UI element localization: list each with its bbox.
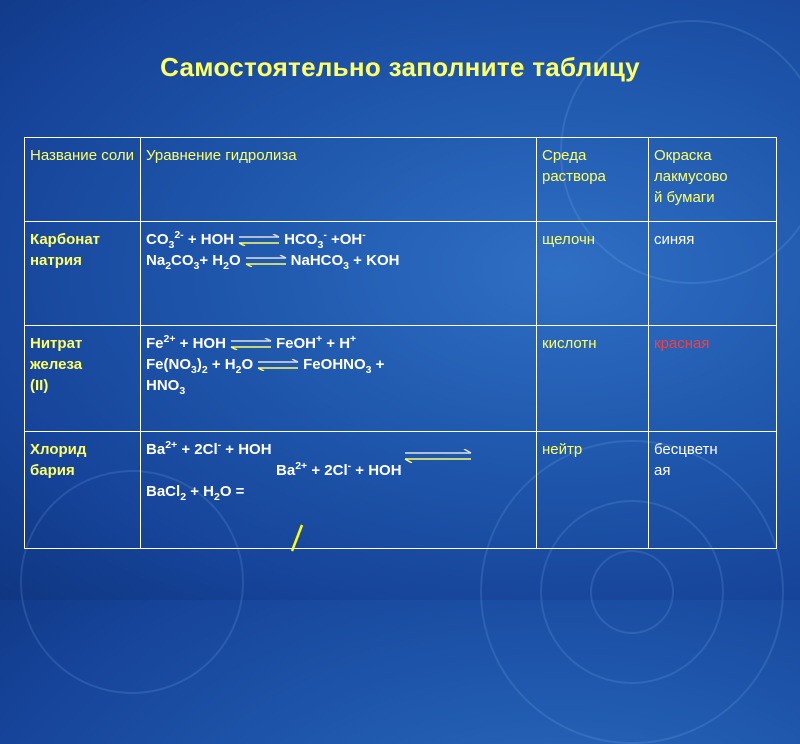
formula-part: O bbox=[228, 252, 241, 269]
formula-sup: - bbox=[347, 460, 352, 472]
formula-sup: - bbox=[323, 229, 327, 241]
formula-part: + HOH bbox=[183, 231, 235, 248]
formula-part: + HOH bbox=[175, 335, 226, 352]
litmus-color-line: ая bbox=[654, 462, 671, 479]
header-medium: Среда раствора bbox=[537, 138, 649, 222]
formula-part: + 2Cl bbox=[177, 441, 218, 458]
litmus-color-cell: красная bbox=[649, 326, 777, 432]
formula-part: + KOH bbox=[349, 252, 400, 269]
formula-part: + H bbox=[186, 483, 214, 500]
equation-cell bbox=[141, 222, 537, 326]
salt-name-line: железа bbox=[30, 356, 83, 373]
water-ripple bbox=[590, 550, 674, 634]
formula-sup: 2+ bbox=[163, 333, 176, 345]
salt-name-line: (II) bbox=[30, 377, 49, 394]
formula-part: FeOHNO bbox=[303, 356, 366, 373]
formula-part: FeOH bbox=[275, 335, 316, 352]
equilibrium-arrow-icon bbox=[237, 234, 281, 246]
equation-line bbox=[146, 481, 532, 502]
equation-cell bbox=[141, 326, 537, 432]
salt-name-line: натрия bbox=[30, 252, 82, 269]
equilibrium-arrow-icon bbox=[403, 449, 473, 463]
formula-part: HCO bbox=[284, 231, 318, 248]
salt-name-cell bbox=[25, 326, 141, 432]
formula-part: CO bbox=[171, 252, 194, 269]
header-litmus-line: й бумаги bbox=[654, 189, 715, 206]
formula-part: + H bbox=[207, 356, 236, 373]
table-row bbox=[25, 432, 777, 549]
formula-part: Fe(NO bbox=[146, 356, 191, 373]
formula-sub: 3 bbox=[191, 364, 197, 376]
formula-part: + HOH bbox=[351, 462, 402, 479]
equation-line bbox=[146, 439, 532, 460]
formula-sub: 3 bbox=[343, 260, 350, 272]
formula-sub: 3 bbox=[193, 260, 200, 272]
equation-line bbox=[146, 333, 532, 354]
medium-cell: кислотн bbox=[537, 326, 649, 432]
formula-sub: 2 bbox=[165, 260, 172, 272]
salt-name-cell bbox=[25, 432, 141, 549]
formula-part: O bbox=[241, 356, 254, 373]
slash-mark-icon bbox=[289, 523, 305, 553]
formula-sup: + bbox=[350, 333, 357, 345]
formula-sub: 3 bbox=[168, 239, 175, 251]
slide-title: Самостоятельно заполните таблицу bbox=[160, 52, 640, 82]
equilibrium-arrow-icon bbox=[229, 338, 273, 350]
formula-sup: + bbox=[315, 333, 323, 345]
formula-sup: - bbox=[217, 439, 222, 451]
formula-sub: 3 bbox=[179, 385, 186, 397]
formula-sub: 2 bbox=[180, 491, 187, 503]
formula-sub: 2 bbox=[213, 491, 220, 503]
litmus-color-cell bbox=[649, 432, 777, 549]
header-salt-name: Название соли bbox=[25, 138, 141, 222]
formula-part: O = bbox=[219, 483, 245, 500]
equilibrium-arrow-icon bbox=[256, 359, 300, 371]
equilibrium-arrow-icon bbox=[244, 255, 288, 267]
formula-sub: 2 bbox=[223, 260, 229, 272]
header-litmus-line: Окраска bbox=[654, 147, 712, 164]
formula-part: + HOH bbox=[221, 441, 272, 458]
formula-part: CO bbox=[146, 231, 169, 248]
header-litmus-line: лакмусово bbox=[654, 168, 728, 185]
formula-part: BaCl bbox=[146, 483, 181, 500]
formula-part: ) bbox=[196, 356, 202, 373]
equation-cell bbox=[141, 432, 537, 549]
header-litmus-color bbox=[649, 138, 777, 222]
header-equation: Уравнение гидролиза bbox=[141, 138, 537, 222]
medium-cell: щелочн bbox=[537, 222, 649, 326]
salt-name-line: бария bbox=[30, 462, 75, 479]
formula-sub: 3 bbox=[317, 239, 324, 251]
formula-part: Fe bbox=[146, 335, 164, 352]
formula-part: +OH bbox=[326, 231, 363, 248]
formula-part: + bbox=[371, 356, 385, 373]
equation-line bbox=[146, 354, 532, 375]
formula-part: Ba bbox=[276, 462, 296, 479]
formula-sub: 2 bbox=[201, 364, 208, 376]
table-row bbox=[25, 222, 777, 326]
formula-sup: 2+ bbox=[165, 439, 178, 451]
formula-sup: - bbox=[362, 229, 366, 241]
equation-line bbox=[146, 460, 532, 481]
formula-sub: 2 bbox=[235, 364, 242, 376]
formula-part: + H bbox=[322, 335, 351, 352]
formula-part: + 2Cl bbox=[307, 462, 348, 479]
litmus-color-line: бесцветн bbox=[654, 441, 718, 458]
formula-part: HNO bbox=[146, 377, 180, 394]
salt-name-line: Нитрат bbox=[30, 335, 83, 352]
table-row bbox=[25, 326, 777, 432]
formula-sup: 2+ bbox=[295, 460, 308, 472]
formula-part: Na bbox=[146, 252, 166, 269]
formula-part: + H bbox=[199, 252, 224, 269]
medium-cell: нейтр bbox=[537, 432, 649, 549]
formula-sup: 2- bbox=[174, 229, 184, 241]
salt-name-line: Карбонат bbox=[30, 231, 101, 248]
equation-line bbox=[146, 250, 532, 271]
salt-name-cell bbox=[25, 222, 141, 326]
formula-part: NaHCO bbox=[290, 252, 344, 269]
header-row bbox=[25, 138, 777, 222]
litmus-color-cell: синяя bbox=[649, 222, 777, 326]
formula-part: Ba bbox=[146, 441, 166, 458]
equation-line bbox=[146, 229, 532, 250]
equation-line bbox=[146, 375, 532, 396]
formula-sub: 3 bbox=[365, 364, 372, 376]
salt-name-line: Хлорид bbox=[30, 441, 87, 458]
hydrolysis-table bbox=[24, 137, 777, 549]
